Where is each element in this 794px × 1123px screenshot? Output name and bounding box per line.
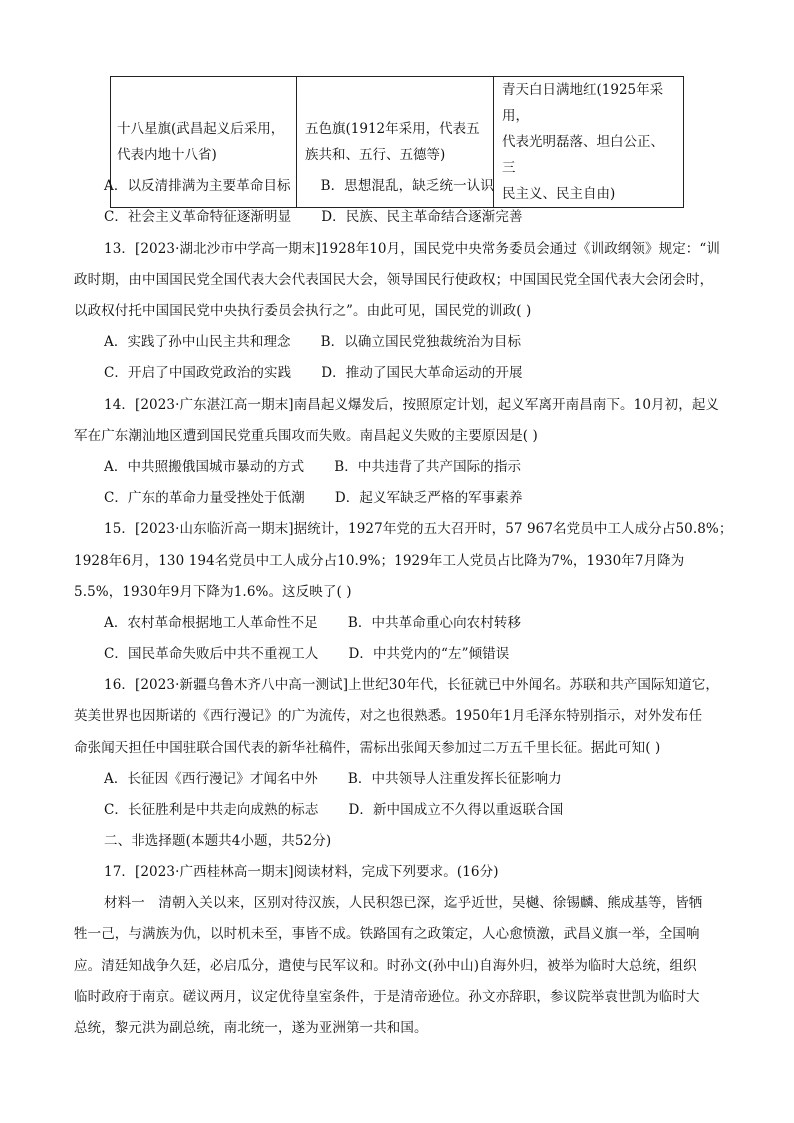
q16-options-row-2 (104, 801, 563, 819)
q16-option-a: A．长征因《西行漫记》才闻名中外 (104, 771, 318, 787)
cell-line: 青天白日满地红(1925年采用， (502, 82, 664, 124)
q16-stem-line-2: 英美世界也因斯诺的《西行漫记》的广为流传，对之也很熟悉。1950年1月毛泽东特别指示，对外发布任 (74, 708, 703, 724)
q13-option-b: B．以确立国民党独裁统治为目标 (320, 334, 522, 350)
cell-line: 民主义、民主自由) (502, 186, 616, 202)
q15-options-row-2 (104, 645, 509, 663)
q12-options-row-1 (104, 177, 494, 195)
cell-line: 五色旗(1912年采用，代表五 (305, 121, 480, 137)
q17-material-line-3: 应。清廷知战争久廷，必启瓜分，遣使与民军议和。时孙文(孙中山)自海外归，被举为临时大总统，组织 (74, 958, 697, 974)
q15-option-a: A．农村革命根据地工人革命性不足 (104, 615, 318, 631)
q14-options-row-1 (104, 458, 521, 476)
q14-stem-line-1: 14．[2023·广东湛江高一期末]南昌起义爆发后，按照原定计划，起义军离开南昌南下。10月初，起义 (104, 397, 720, 413)
q15-stem-line-1: 15．[2023·山东临沂高一期末]据统计，1927年党的五大召开时，57 967名党员中工人成分占50.8%； (104, 521, 733, 537)
q14-options-row-2 (104, 489, 523, 507)
q13-options-row-2 (104, 364, 523, 382)
q17-material-line-1: 材料一 清朝入关以来，区别对待汉族，人民积怨已深，迄乎近世，吴樾、徐锡麟、熊成基等，皆牺 (104, 895, 703, 911)
table-cell-blue-sky-flag (494, 77, 684, 208)
q13-stem-line-2: 政时期，由中国国民党全国代表大会代表国民大会，领导国民行使政权；中国国民党全国代表大会闭会时， (74, 272, 714, 288)
q16-option-c: C．长征胜利是中共走向成熟的标志 (104, 802, 319, 818)
cell-line: 十八星旗(武昌起义后采用， (117, 121, 285, 137)
q16-stem-line-1: 16．[2023·新疆乌鲁木齐八中高一测试]上世纪30年代，长征就已中外闻名。苏联和共产国际知道它， (104, 677, 720, 693)
q13-option-d: D．推动了国民大革命运动的开展 (321, 365, 523, 381)
q14-option-d: D．起义军缺乏严格的军事素养 (334, 490, 523, 506)
q14-stem-line-2: 军在广东潮汕地区遭到国民党重兵围攻而失败。南昌起义失败的主要原因是( ) (74, 428, 538, 444)
q12-option-b: B．思想混乱，缺乏统一认识 (320, 178, 494, 194)
q13-option-a: A．实践了孙中山民主共和理念 (104, 334, 291, 350)
q14-option-a: A．中共照搬俄国城市暴动的方式 (104, 459, 305, 475)
q15-options-row-1 (104, 614, 521, 632)
q16-option-b: B．中共领导人注重发挥长征影响力 (347, 771, 562, 787)
q15-option-d: D．中共党内的“左”倾错误 (348, 646, 510, 662)
q16-options-row-1 (104, 770, 562, 788)
q17-material-line-5: 总统，黎元洪为副总统，南北统一，遂为亚洲第一共和国。 (74, 1020, 428, 1036)
q17-material-line-4: 临时政府于南京。磋议两月，议定优待皇室条件，于是清帝逊位。孙文亦辞职，参议院举袁世凯为临时大 (74, 989, 700, 1005)
q13-options-row-1 (104, 333, 521, 351)
q15-option-c: C．国民革命失败后中共不重视工人 (104, 646, 319, 662)
q15-stem-line-2: 1928年6月，130 194名党员中工人成分占10.9%；1929年工人党员占比降为7%，1930年7月降为 (74, 553, 685, 569)
q15-stem-line-3: 5.5%，1930年9月下降为1.6%。这反映了( ) (74, 584, 352, 600)
q17-stem: 17．[2023·广西桂林高一期末]阅读材料，完成下列要求。(16分) (104, 864, 499, 880)
cell-line: 族共和、五行、五德等) (305, 147, 446, 163)
q16-stem-line-3: 命张闻天担任中国驻联合国代表的新华社稿件，需标出张闻天参加过二万五千里长征。据此可知( ) (74, 740, 661, 756)
q15-option-b: B．中共革命重心向农村转移 (347, 615, 522, 631)
q14-option-c: C．广东的革命力量受挫处于低潮 (104, 490, 305, 506)
cell-line: 代表内地十八省) (117, 147, 217, 163)
section-heading: 二、非选择题(本题共4小题，共52分) (104, 833, 332, 849)
q16-option-d: D．新中国成立不久得以重返联合国 (348, 802, 564, 818)
q13-stem-line-1: 13．[2023·湖北沙市中学高一期末]1928年10月，国民党中央常务委员会通过《训政纲领》规定：“训 (104, 241, 720, 257)
q12-option-c: C．社会主义革命特征逐渐明显 (104, 209, 292, 225)
q13-option-c: C．开启了中国政党政治的实践 (104, 365, 292, 381)
q12-option-a: A．以反清排满为主要革命目标 (104, 178, 291, 194)
q14-option-b: B．中共违背了共产国际的指示 (334, 459, 522, 475)
q12-options-row-2 (104, 208, 523, 226)
q13-stem-line-3: 以政权付托中国国民党中央执行委员会执行之”。由此可见，国民党的训政( ) (74, 303, 532, 319)
cell-line: 代表光明磊落、坦白公正、三 (502, 134, 664, 176)
q12-option-d: D．民族、民主革命结合逐渐完善 (321, 209, 523, 225)
q17-material-line-2: 牲一己，与满族为仇，以时机未至，事皆不成。铁路国有之政策定，人心愈愤激，武昌义旗一举，全国响 (74, 926, 700, 942)
